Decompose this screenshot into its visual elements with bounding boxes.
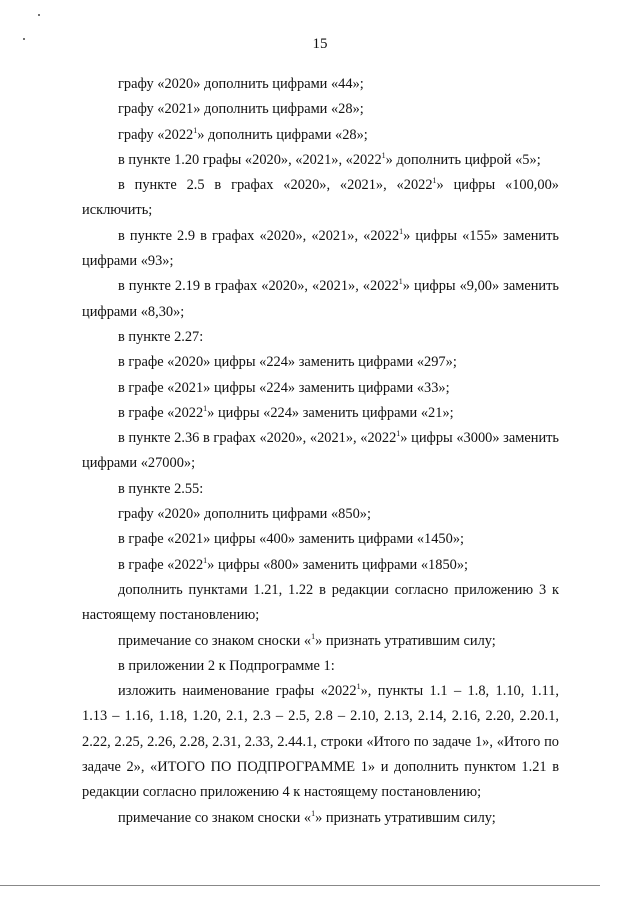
paragraph: в пункте 2.9 в графах «2020», «2021», «2022$^1$» цифры «155» заменить цифрами «93»;: [82, 226, 559, 270]
footnote-mark: 1: [203, 404, 208, 414]
paragraph: в пункте 2.19 в графах «2020», «2021», «2022$^1$» цифры «9,00» заменить цифрами «8,30»;: [82, 277, 559, 320]
paragraph: графу «2021» дополнить цифрами «28»;: [118, 101, 364, 118]
paragraph: в пункте 2.5 в графах «2020», «2021», «2022$^1$» цифры «100,00» исключить;: [82, 176, 559, 219]
footnote-mark: 1: [203, 555, 208, 565]
paragraph: в графе «2021» цифры «400» заменить цифрами «1450»;: [118, 531, 465, 548]
paragraph: в пункте 2.36 в графах «2020», «2021», «2022$^1$» цифры «3000» заменить цифрами «27000»;: [82, 429, 559, 472]
footnote-mark: 1: [356, 682, 361, 692]
paragraph: дополнить пунктами 1.21, 1.22 в редакции согласно приложению 3 к настоящему постановлению;: [82, 581, 559, 624]
footnote-mark: 1: [311, 631, 316, 641]
footnote-mark: 1: [311, 808, 316, 818]
paragraph: в пункте 1.20 графы «2020», «2021», «2022$^1$» дополнить цифрой «5»;: [118, 151, 541, 168]
paragraph: графу «2020» дополнить цифрами «44»;: [118, 76, 364, 92]
footnote-mark: 1: [398, 277, 403, 287]
paragraph: примечание со знаком сноски «$^1$» признать утратившим силу;: [118, 808, 496, 826]
paragraph: в пункте 2.55:: [118, 480, 204, 497]
footnote-mark: 1: [396, 429, 401, 439]
paragraph: в графе «2022$^1$» цифры «224» заменить цифрами «21»;: [118, 404, 454, 421]
paragraph: в графе «2020» цифры «224» заменить цифрами «297»;: [118, 354, 457, 371]
scan-edge-line: [0, 885, 600, 886]
paragraph: в графе «2022$^1$» цифры «800» заменить цифрами «1850»;: [118, 555, 469, 573]
paragraph: в приложении 2 к Подпрограмме 1:: [118, 657, 335, 674]
footnote-mark: 1: [432, 176, 437, 186]
paragraph: графу «2020» дополнить цифрами «850»;: [118, 506, 371, 523]
paragraph: примечание со знаком сноски «$^1$» признать утратившим силу;: [118, 631, 496, 649]
scan-speck: [38, 14, 40, 16]
paragraph: графу «2022$^1$» дополнить цифрами «28»;: [118, 125, 368, 143]
paragraph: в графе «2021» цифры «224» заменить цифрами «33»;: [118, 379, 450, 396]
footnote-mark: 1: [399, 226, 404, 236]
paragraph: изложить наименование графы «2022$^1$», пункты 1.1 – 1.8, 1.10, 1.11, 1.13 – 1.16, 1.18, 1.20, 2.1, 2.3 – 2.5, 2.8 – 2.10, 2.13, 2.14, 2.16, 2.20, 2.20.1, 2.22, 2.25, 2.26, 2.28, 2.31, 2.33, 2.44.1, строки «Итого по задаче 1», «Итого по задаче 2», «ИТОГО ПО ПОДПРОГРАММЕ 1» и дополнить пунктом 1.21 в редакции согласно приложению 4 к настоящему постановлению;: [82, 682, 559, 801]
footnote-mark: 1: [193, 125, 198, 135]
paragraph: в пункте 2.27:: [118, 328, 204, 345]
page-number: 15: [312, 36, 328, 52]
footnote-mark: 1: [381, 151, 386, 161]
scan-speck: [23, 38, 25, 40]
document-body: [82, 72, 559, 831]
